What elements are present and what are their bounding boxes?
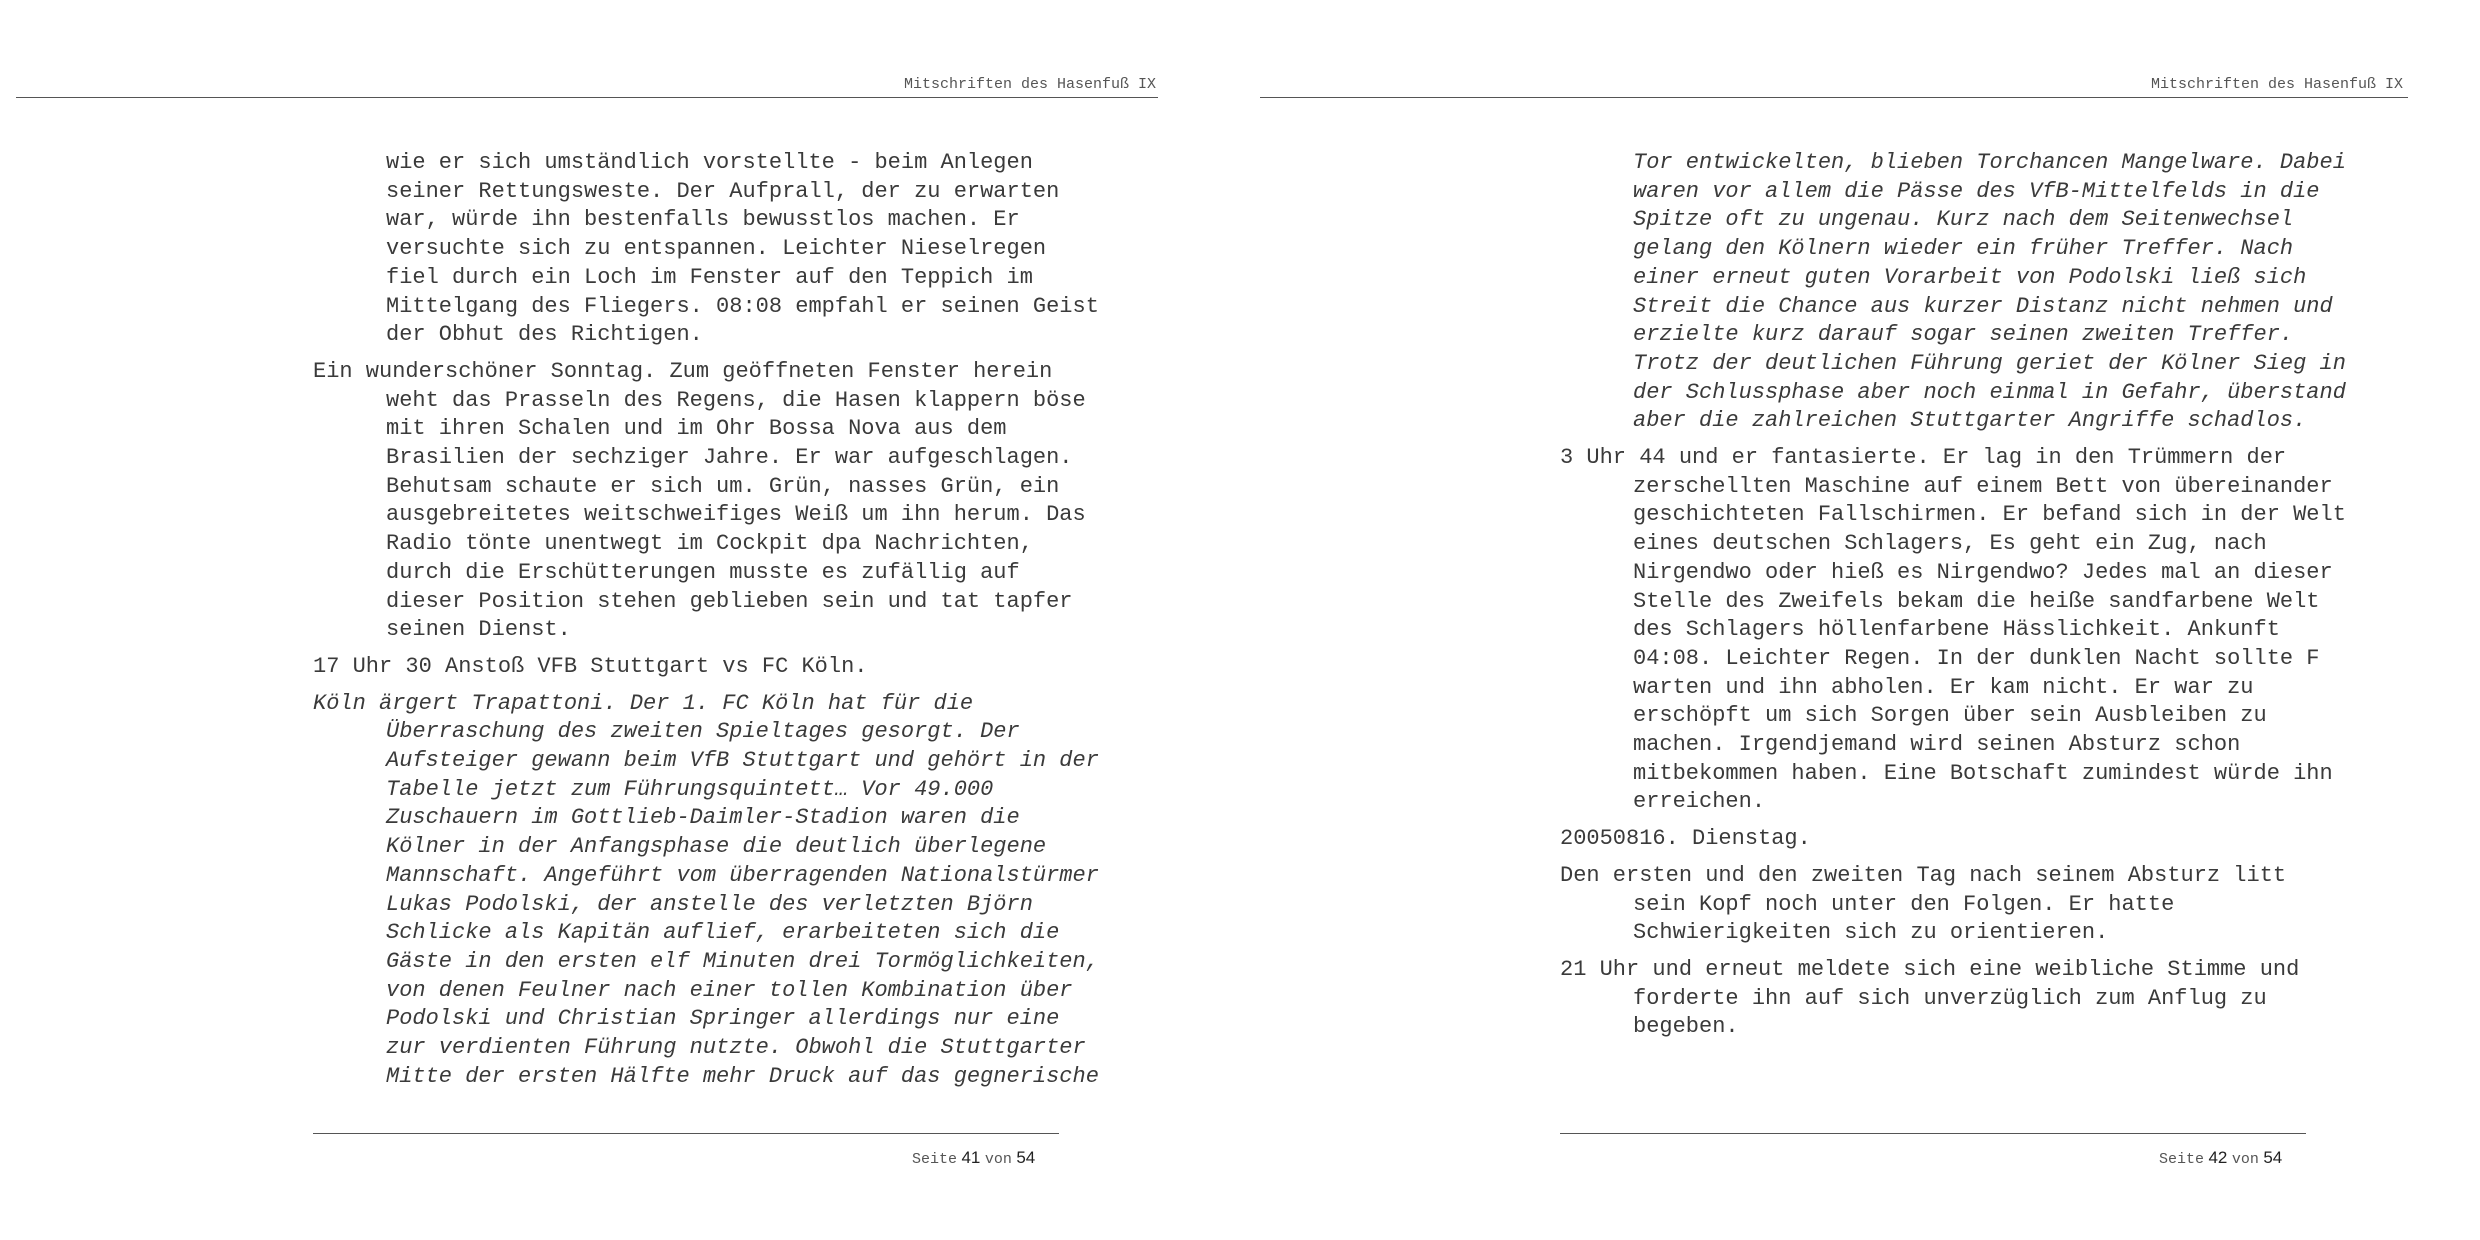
paragraph: 17 Uhr 30 Anstoß VFB Stuttgart vs FC Köln. xyxy=(313,653,868,679)
paragraph: 20050816. Dienstag. xyxy=(1560,826,1811,852)
footer-of: von xyxy=(984,1151,1012,1168)
paragraph: Ein wunderschöner Sonntag. Zum geöffneten Fenster herein weht das Prasseln des Regens, die Hasen klappern böse mit ihren Schalen und im Ohr Bossa Nova aus dem Brasilien der sechziger Jahre. Er war aufgeschlagen. Behutsam schaute er sich um. Grün, nasses Grün, ein ausgebreitetes weitschweifiges Weiß um ihn herum. Das Radio tönte unentwegt im Cockpit dpa Nachrichten, durch die Erschütterungen musste es zufällig auf dieser Position stehen geblieben sein und tat tapfer seinen Dienst. xyxy=(313,358,1099,643)
footer-rule xyxy=(313,1133,1059,1134)
footer-label: Seite xyxy=(2159,1151,2205,1168)
paragraph: 3 Uhr 44 und er fantasierte. Er lag in den Trümmern der zerschellten Maschine auf einem Bett von übereinander geschichteten Fallschirmen. Er befand sich in der Welt eines deutschen Schlagers, Es geht ein Zug, nach Nirgendwo oder hieß es Nirgendwo? Jedes mal an dieser Stelle des Zweifels bekam die heiße sandfarbene Welt des Schlagers höllenfarbene Hässlichkeit. Ankunft 04:08. Leichter Regen. In der dunklen Nacht sollte F warten und ihn abholen. Er kam nicht. Er war zu erschöpft um sich Sorgen über sein Ausbleiben zu machen. Irgendjemand wird seinen Absturz schon mitbekommen haben. Eine Botschaft zumindest würde ihn erreichen. xyxy=(1560,445,2360,815)
page-number: 41 xyxy=(961,1148,981,1167)
page-footer xyxy=(912,1148,1035,1168)
page-body xyxy=(313,149,1113,1100)
paragraph-quote: Köln ärgert Trapattoni. Der 1. FC Köln hat für die Überraschung des zweiten Spieltages gesorgt. Der Aufsteiger gewann beim VfB Stuttgart und gehört in der Tabelle jetzt zum Führungsquintett… Vor 49.000 Zuschauern im Gottlieb-Daimler-Stadion waren die Kölner in der Anfangsphase die deutlich überlegene Mannschaft. Angeführt vom überragenden Nationalstürmer Lukas Podolski, der anstelle des verletzten Björn Schlicke als Kapitän auflief, erarbeiteten sich die Gäste in den ersten elf Minuten drei Tormöglichkeiten, von denen Feulner nach einer tollen Kombination über Podolski und Christian Springer allerdings nur eine zur verdienten Führung nutzte. Obwohl die Stuttgarter Mitte der ersten Hälfte mehr Druck auf das gegnerische xyxy=(313,690,1113,1089)
paragraph-quote: Tor entwickelten, blieben Torchancen Mangelware. Dabei waren vor allem die Pässe des VfB-Mittelfelds in die Spitze oft zu ungenau. Kurz nach dem Seitenwechsel gelang den Kölnern wieder ein früher Treffer. Nach einer erneut guten Vorarbeit von Podolski ließ sich Streit die Chance aus kurzer Distanz nicht nehmen und erzielte kurz darauf sogar seinen zweiten Treffer. Trotz der deutlichen Führung geriet der Kölner Sieg in der Schlussphase aber noch einmal in Gefahr, überstand aber die zahlreichen Stuttgarter Angriffe schadlos. xyxy=(1633,150,2360,434)
header-rule xyxy=(1260,97,2408,98)
paragraph: Den ersten und den zweiten Tag nach seinem Absturz litt sein Kopf noch unter den Folgen. Er hatte Schwierigkeiten sich zu orientieren. xyxy=(1560,862,2300,946)
page-body xyxy=(1560,149,2360,1050)
running-head: Mitschriften des Hasenfuß IX xyxy=(2150,76,2403,93)
page-total: 54 xyxy=(1016,1148,1036,1167)
page-number: 42 xyxy=(2208,1148,2228,1167)
header-rule xyxy=(16,97,1158,98)
running-head: Mitschriften des Hasenfuß IX xyxy=(903,76,1156,93)
footer-rule xyxy=(1560,1133,2306,1134)
footer-of: von xyxy=(2231,1151,2259,1168)
page-footer xyxy=(2159,1148,2282,1168)
page-total: 54 xyxy=(2263,1148,2283,1167)
paragraph: wie er sich umständlich vorstellte - beim Anlegen seiner Rettungsweste. Der Aufprall, der zu erwarten war, würde ihn bestenfalls bewusstlos machen. Er versuchte sich zu entspannen. Leichter Nieselregen fiel durch ein Loch im Fenster auf den Teppich im Mittelgang des Fliegers. 08:08 empfahl er seinen Geist der Obhut des Richtigen. xyxy=(386,150,1113,348)
right-page xyxy=(1255,0,2480,1240)
footer-label: Seite xyxy=(912,1151,958,1168)
paragraph: 21 Uhr und erneut meldete sich eine weibliche Stimme und forderte ihn auf sich unverzüglich zum Anflug zu begeben. xyxy=(1560,956,2313,1040)
